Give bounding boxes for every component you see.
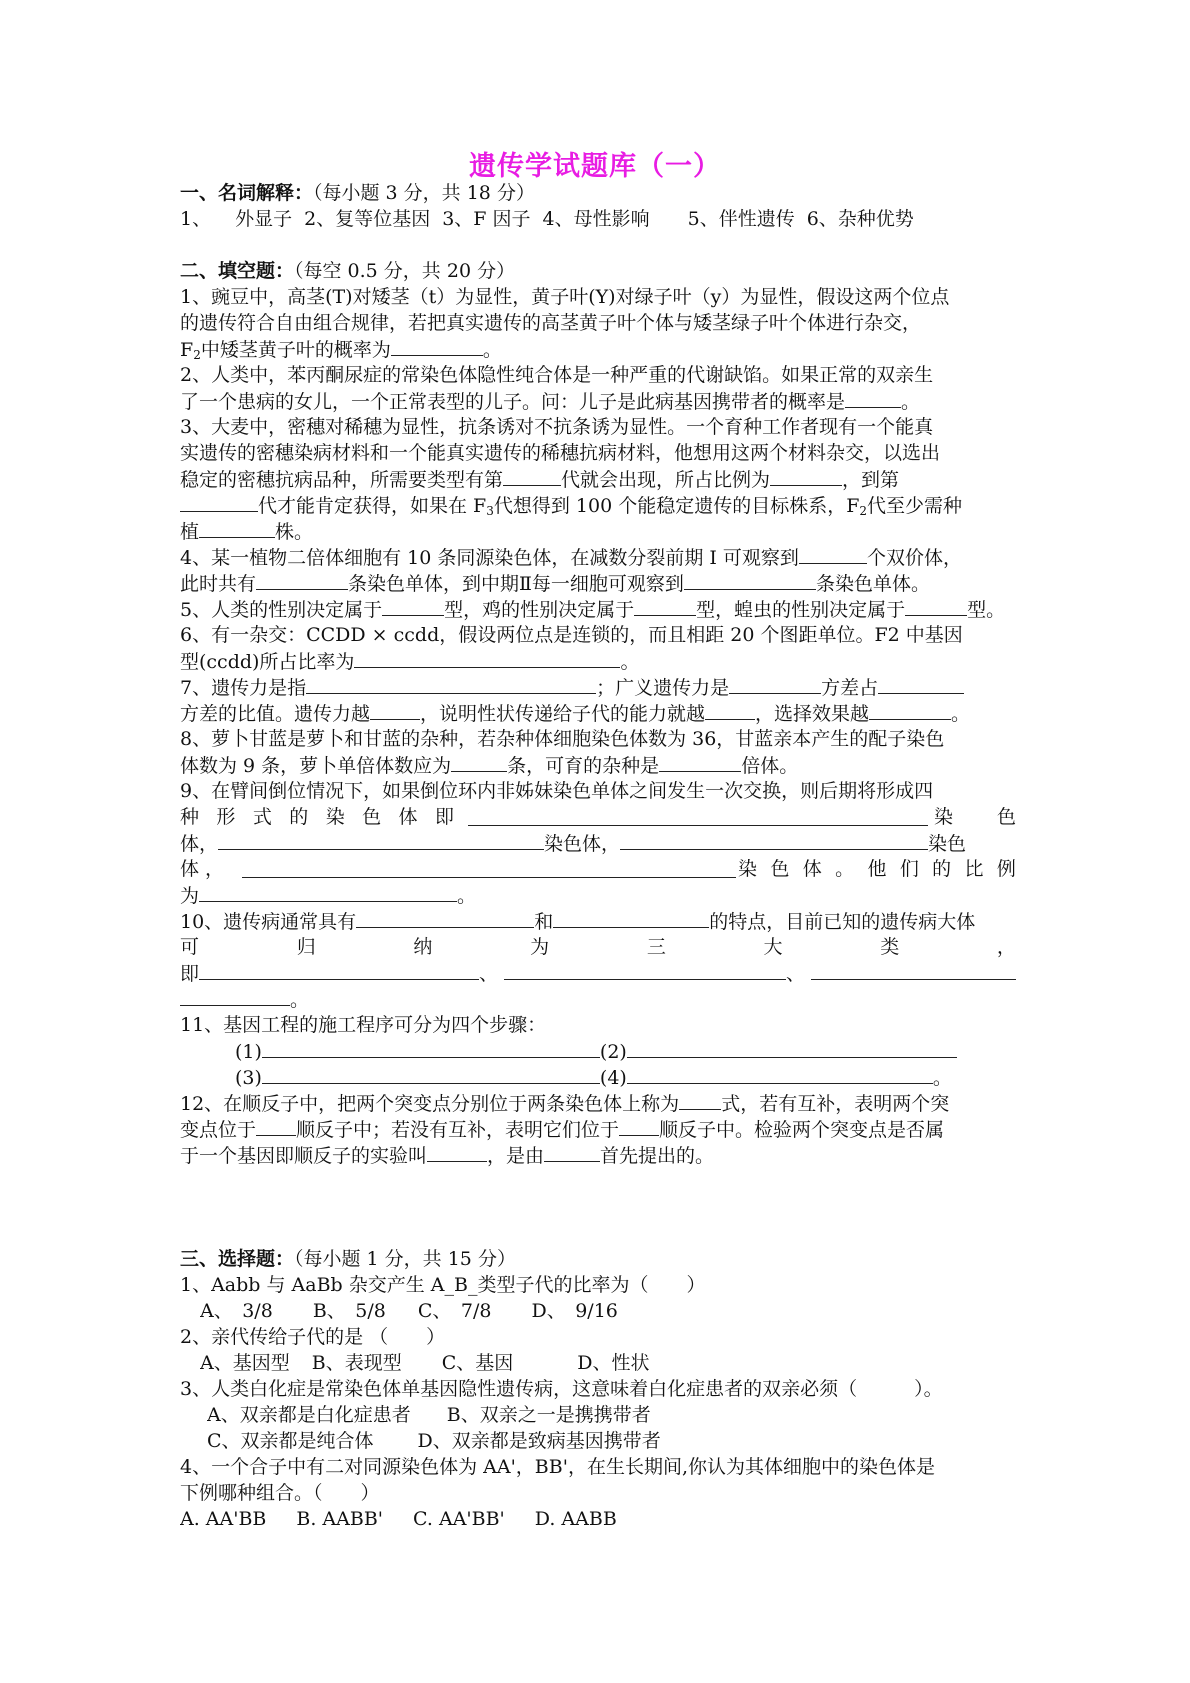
fill-q12-line3: 于一个基因即顺反子的实验叫 ，是由 首先提出的。 [180, 1142, 1016, 1169]
answer-blank[interactable] [468, 806, 928, 826]
fill-q3-line4: 代才能肯定获得，如果在 $F_3$代想得到 100 个能稳定遗传的目标株系，$F_2$代至少需种 [180, 492, 1016, 519]
answer-blank[interactable] [356, 908, 534, 928]
answer-blank[interactable] [180, 986, 290, 1006]
fill-q9-line5: 为 。 [180, 882, 1016, 909]
section-note: （每空 0.5 分，共 20 分） [294, 260, 516, 282]
answer-blank[interactable] [180, 492, 258, 512]
answer-blank[interactable] [845, 388, 901, 408]
option-c[interactable]: C. AA'BB' [413, 1508, 505, 1530]
answer-blank[interactable] [729, 674, 821, 694]
fill-q1-line1: 1、豌豆中，高茎(T)对矮茎（t）为显性，黄子叶(Y)对绿子叶（y）为显性，假设这两个位点 [180, 286, 950, 308]
answer-blank[interactable] [199, 518, 275, 538]
answer-blank[interactable] [905, 596, 967, 616]
answer-blank[interactable] [679, 1090, 721, 1110]
fill-q9-line1: 9、在臂间倒位情况下，如果倒位环内非姊妹染色单体之间发生一次交换，则后期将形成四 [180, 780, 934, 802]
fill-q11-line3: (3) (4) 。 [235, 1064, 1016, 1091]
option-d[interactable]: D、双亲都是致病基因携带者 [417, 1430, 661, 1452]
term: 3、F 因子 [442, 208, 531, 230]
choice-q4-stem-line1: 4、一个合子中有二对同源染色体为 AA'，BB'，在生长期间,你认为其体细胞中的染色体是 [180, 1456, 935, 1478]
section-heading: 三、选择题： [180, 1248, 295, 1270]
fill-q3-line5: 植 株。 [180, 518, 1016, 545]
option-b[interactable]: B、 5/8 [312, 1300, 386, 1322]
fill-q3-line1: 3、大麦中，密穗对稀穗为显性，抗条诱对不抗条诱为显性。一个育种工作者现有一个能真 [180, 416, 934, 438]
fill-q9-line4: 体， 染 色 体 。 他 们 的 比 例 [180, 858, 1016, 880]
fill-q7-line1: 7、遗传力是指 ；广义遗传力是 方差占 [180, 674, 1016, 701]
fill-q5: 5、人类的性别决定属于 型，鸡的性别决定属于 型，蝗虫的性别决定属于 型。 [180, 596, 1016, 623]
choice-q3-options-row2 [207, 1428, 1016, 1455]
answer-blank[interactable] [354, 648, 620, 668]
answer-blank[interactable] [553, 908, 709, 928]
fill-q2-line2: 了一个患病的女儿，一个正常表型的儿子。问：儿子是此病基因携带者的概率是 。 [180, 388, 1016, 415]
choice-q1-stem: 1、Aabb 与 AaBb 杂交产生 A_B_类型子代的比率为（ ） [180, 1274, 706, 1296]
answer-blank[interactable] [427, 1142, 487, 1162]
fill-q10-line2: 可 归 纳 为 三 大 类 ， [180, 936, 1016, 958]
choice-q3-options-row1 [207, 1402, 1016, 1429]
answer-blank[interactable] [684, 570, 816, 590]
option-d[interactable]: D、性状 [577, 1352, 650, 1374]
option-d[interactable]: D. AABB [534, 1508, 617, 1530]
option-d[interactable]: D、 9/16 [531, 1300, 618, 1322]
answer-blank[interactable] [242, 858, 736, 878]
answer-blank[interactable] [634, 596, 696, 616]
term: 外显子 [235, 208, 293, 230]
fill-q6-line2: 型(ccdd)所占比率为 。 [180, 648, 1016, 675]
section-2-header [180, 258, 1016, 285]
answer-blank[interactable] [544, 1142, 600, 1162]
fill-q10-line3: 即 、 、 [180, 960, 1016, 987]
fill-q7-line2: 方差的比值。遗传力越 ，说明性状传递给子代的能力就越 ，选择效果越 。 [180, 700, 1016, 727]
answer-blank[interactable] [199, 960, 479, 980]
answer-blank[interactable] [770, 466, 842, 486]
page-title: 遗传学试题库（一） [469, 151, 721, 182]
answer-blank[interactable] [627, 1064, 933, 1084]
fill-q1-line3: $F_2$中矮茎黄子叶的概率为 。 [180, 336, 1016, 363]
answer-blank[interactable] [256, 570, 348, 590]
fill-q12-line2: 变点位于 顺反子中；若没有互补，表明它们位于 顺反子中。检验两个突变点是否属 [180, 1116, 1016, 1143]
term: 2、复等位基因 [304, 208, 431, 230]
answer-blank[interactable] [705, 700, 755, 720]
answer-blank[interactable] [503, 466, 561, 486]
fill-q8-line1: 8、萝卜甘蓝是萝卜和甘蓝的杂种，若杂种体细胞染色体数为 36，甘蓝亲本产生的配子染色 [180, 728, 945, 750]
choice-q2-options [200, 1350, 1016, 1377]
fill-q12-line1: 12、在顺反子中，把两个突变点分别位于两条染色体上称为 式，若有互补，表明两个突 [180, 1090, 1016, 1117]
answer-blank[interactable] [619, 1116, 659, 1136]
option-b[interactable]: B. AABB' [296, 1508, 384, 1530]
term: 1、 [180, 208, 212, 230]
choice-q4-options [180, 1506, 1016, 1533]
answer-blank[interactable] [218, 830, 544, 850]
section-note: （每小题 1 分，共 15 分） [294, 1248, 516, 1270]
answer-blank[interactable] [382, 596, 444, 616]
fill-q4-line2: 此时共有 条染色单体，到中期Ⅱ每一细胞可观察到 条染色单体。 [180, 570, 1016, 597]
answer-blank[interactable] [391, 336, 483, 356]
answer-blank[interactable] [256, 1116, 296, 1136]
term: 4、母性影响 [542, 208, 650, 230]
fill-q1-line2: 的遗传符合自由组合规律，若把真实遗传的高茎黄子叶个体与矮茎绿子叶个体进行杂交， [180, 312, 922, 334]
term: 5、伴性遗传 [687, 208, 795, 230]
section-1-header [180, 180, 1016, 207]
answer-blank[interactable] [199, 882, 457, 902]
fill-q11-line1: 11、基因工程的施工程序可分为四个步骤： [180, 1014, 547, 1036]
fill-q10-line1: 10、遗传病通常具有 和 的特点，目前已知的遗传病大体 [180, 908, 1016, 935]
option-c[interactable]: C、 7/8 [417, 1300, 492, 1322]
option-a[interactable]: A、双亲都是白化症患者 [207, 1404, 411, 1426]
fill-q10-line4: 。 [180, 986, 1016, 1013]
fill-q2-line1: 2、人类中，苯丙酮尿症的常染色体隐性纯合体是一种严重的代谢缺馅。如果正常的双亲生 [180, 364, 934, 386]
answer-blank[interactable] [659, 752, 741, 772]
fill-q11-line2: (1) (2) [235, 1038, 1016, 1065]
section-note: （每小题 3 分，共 18 分） [313, 182, 535, 204]
fill-q8-line2: 体数为 9 条，萝卜单倍体数应为 条，可育的杂种是 倍体。 [180, 752, 1016, 779]
option-a[interactable]: A、 3/8 [200, 1300, 273, 1322]
section-heading: 一、名词解释： [180, 182, 314, 204]
answer-blank[interactable] [504, 960, 786, 980]
answer-blank[interactable] [370, 700, 420, 720]
answer-blank[interactable] [306, 674, 596, 694]
choice-q1-options [200, 1298, 1016, 1325]
choice-q4-stem-line2: 下例哪种组合。（ ） [180, 1482, 380, 1504]
fill-q3-line3: 稳定的密穗抗病品种，所需要类型有第 代就会出现，所占比例为 ，到第 [180, 466, 1016, 493]
answer-blank[interactable] [799, 544, 867, 564]
option-c[interactable]: C、双亲都是纯合体 [207, 1430, 374, 1452]
choice-q3-stem: 3、人类白化症是常染色体单基因隐性遗传病，这意味着白化症患者的双亲必须（ ）。 [180, 1378, 943, 1400]
term: 6、杂种优势 [806, 208, 914, 230]
fill-q3-line2: 实遗传的密穗染病材料和一个能真实遗传的稀穗抗病材料，他想用这两个材料杂交，以选出 [180, 442, 941, 464]
option-b[interactable]: B、双亲之一是携携带者 [446, 1404, 651, 1426]
answer-blank[interactable] [262, 1064, 600, 1084]
option-a[interactable]: A. AA'BB [180, 1508, 267, 1530]
answer-blank[interactable] [869, 700, 951, 720]
fill-q6-line1: 6、有一杂交：CCDD × ccdd，假设两位点是连锁的，而且相距 20 个图距单位。F2 中基因 [180, 624, 963, 646]
answer-blank[interactable] [451, 752, 507, 772]
option-a[interactable]: A、基因型 [200, 1352, 290, 1374]
fill-q4-line1: 4、某一植物二倍体细胞有 10 条同源染色体，在减数分裂前期 I 可观察到 个双价体， [180, 544, 1016, 571]
option-c[interactable]: C、基因 [441, 1352, 514, 1374]
answer-blank[interactable] [811, 960, 1016, 980]
fill-q9-line2: 种 形 式 的 染 色 体 即 染 色 [180, 806, 1016, 828]
answer-blank[interactable] [878, 674, 964, 694]
fill-q9-line3: 体， 染色体， 染色 [180, 830, 1016, 857]
option-b[interactable]: B、表现型 [311, 1352, 402, 1374]
answer-blank[interactable] [627, 1038, 957, 1058]
choice-q2-stem: 2、亲代传给子代的是 （ ） [180, 1326, 446, 1348]
section-3-header [180, 1246, 1016, 1273]
answer-blank[interactable] [620, 830, 928, 850]
term-list [180, 206, 1016, 233]
section-heading: 二、填空题： [180, 260, 295, 282]
answer-blank[interactable] [262, 1038, 600, 1058]
